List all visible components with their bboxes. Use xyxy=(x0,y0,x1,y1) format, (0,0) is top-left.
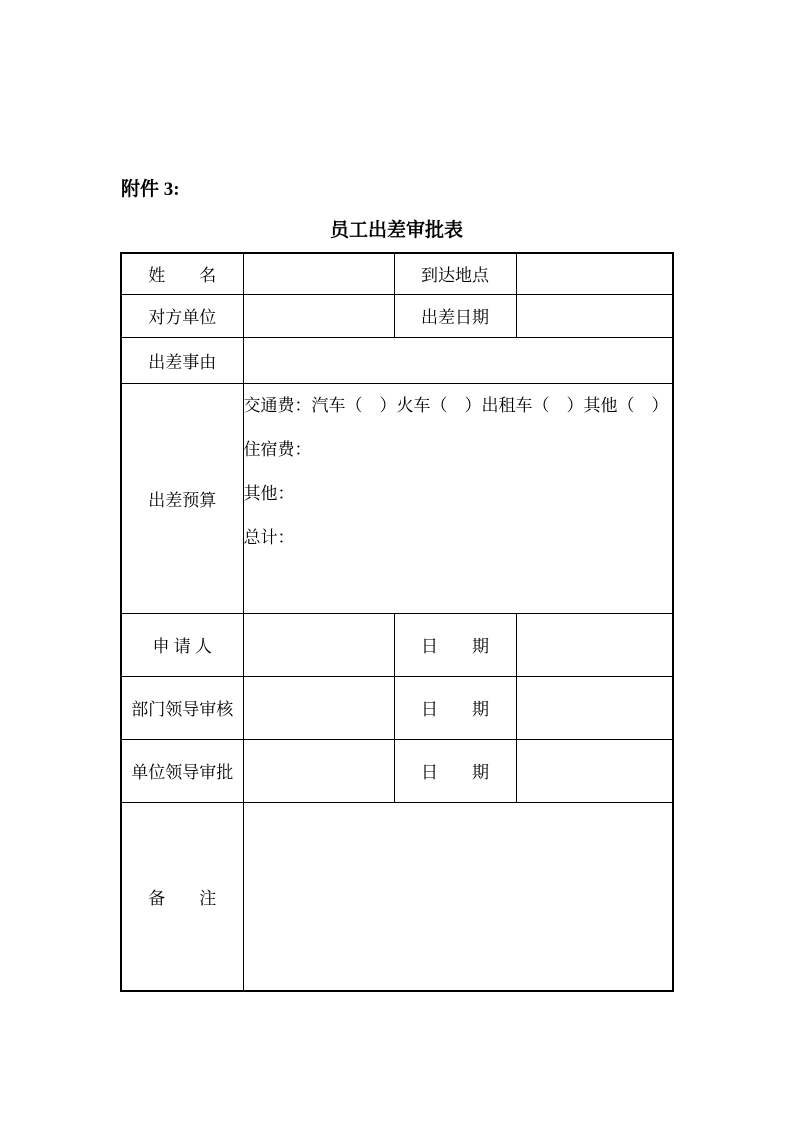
name-input-cell[interactable] xyxy=(243,253,394,294)
arrival-place-label: 到达地点 xyxy=(394,253,516,294)
remarks-input-cell[interactable] xyxy=(243,802,673,991)
applicant-signature-cell[interactable] xyxy=(243,613,394,676)
row-remarks xyxy=(121,802,673,991)
applicant-date-label: 日 期 xyxy=(394,613,516,676)
trip-approval-form xyxy=(120,252,674,992)
remarks-label: 备 注 xyxy=(121,802,243,991)
dept-leader-review-label: 部门领导审核 xyxy=(121,676,243,739)
form-title: 员工出差审批表 xyxy=(329,220,463,241)
trip-reason-input-cell[interactable] xyxy=(243,337,673,383)
row-trip-reason xyxy=(121,337,673,383)
attachment-label: 附件 3: xyxy=(121,179,180,200)
trip-budget-label: 出差预算 xyxy=(121,383,243,613)
row-name-arrival xyxy=(121,253,673,294)
trip-budget-detail-cell[interactable] xyxy=(243,383,673,613)
row-dept-leader-review xyxy=(121,676,673,739)
trip-reason-label: 出差事由 xyxy=(121,337,243,383)
unit-leader-date-input-cell[interactable] xyxy=(516,739,673,802)
row-counterpart-tripdate xyxy=(121,294,673,337)
dept-leader-signature-cell[interactable] xyxy=(243,676,394,739)
unit-leader-date-label: 日 期 xyxy=(394,739,516,802)
unit-leader-approval-label: 单位领导审批 xyxy=(121,739,243,802)
budget-total-line: 总计： xyxy=(243,527,295,547)
counterpart-unit-label: 对方单位 xyxy=(121,294,243,337)
arrival-place-input-cell[interactable] xyxy=(516,253,673,294)
applicant-date-input-cell[interactable] xyxy=(516,613,673,676)
budget-accommodation-line: 住宿费： xyxy=(243,439,312,459)
unit-leader-signature-cell[interactable] xyxy=(243,739,394,802)
dept-leader-date-label: 日 期 xyxy=(394,676,516,739)
trip-date-label: 出差日期 xyxy=(394,294,516,337)
name-label: 姓 名 xyxy=(121,253,243,294)
row-unit-leader-approval xyxy=(121,739,673,802)
row-trip-budget xyxy=(121,383,673,613)
dept-leader-date-input-cell[interactable] xyxy=(516,676,673,739)
budget-other-line: 其他： xyxy=(243,483,295,503)
row-applicant xyxy=(121,613,673,676)
budget-transport-line: 交通费：汽车（ ）火车（ ）出租车（ ）其他（ ） xyxy=(243,395,669,415)
counterpart-unit-input-cell[interactable] xyxy=(243,294,394,337)
applicant-label: 申 请 人 xyxy=(121,613,243,676)
trip-date-input-cell[interactable] xyxy=(516,294,673,337)
